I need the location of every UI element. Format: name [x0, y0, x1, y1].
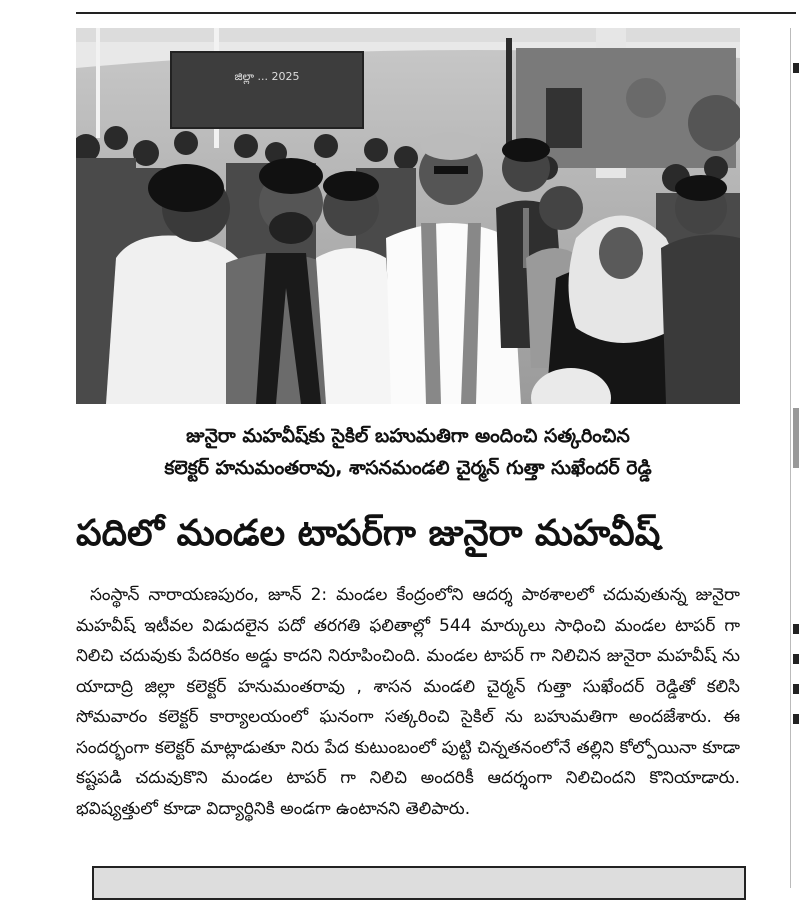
banner — [171, 52, 363, 128]
edge-mark — [793, 654, 799, 664]
article-body — [76, 580, 740, 824]
caption-line-1: జునైరా మహవీష్‌కు సైకిల్ బహుమతిగా అందించి సత్కరించిన — [186, 425, 630, 447]
edge-mark — [793, 624, 799, 634]
photo-illustration — [76, 28, 740, 404]
top-rule — [76, 12, 796, 14]
edge-mark — [793, 714, 799, 724]
article-paragraph: సంస్థాన్ నారాయణపురం, జూన్ 2: మండల కేంద్రంలోని ఆదర్శ పాఠశాలలో చదువుతున్న జునైరా మహవీష్ ఇటీవల విడుదలైన పదో తరగతి ఫలితాల్లో 544 మార్కులు సాధించి మండల టాపర్ గా నిలిచి చదువుకు పేదరికం అడ్డు కాదని నిరూపించింది. మండల టాపర్ గా నిలిచిన జునైరా మహవీష్ ను యాదాద్రి జిల్లా కలెక్టర్ హనుమంతరావు , శాసన మండలి చైర్మన్ గుత్తా సుఖేందర్ రెడ్డితో కలిసి సోమవారం కలెక్టర్ కార్యాలయంలో ఘనంగా సత్కరించి సైకిల్ ను బహుమతిగా అందజేశారు. ఈ సందర్భంగా కలెక్టర్ మాట్లాడుతూ నిరు పేద కుటుంబంలో పుట్టి చిన్నతనంలోనే తల్లిని కోల్పోయినా కూడా కష్టపడి చదువుకొని మండల టాపర్ గా నిలిచి అందరికీ ఆదర్శంగా నిలిచిందని కొనియాడారు. భవిష్యత్తులో కూడా విద్యార్థినికి అండగా ఉంటానని తెలిపారు. — [76, 585, 740, 819]
next-article-box — [92, 866, 746, 900]
headline: పదిలో మండల టాపర్‌గా జునైరా మహవీష్ — [76, 513, 661, 554]
news-photo — [76, 28, 740, 404]
caption-line-2: కలెక్టర్ హనుమంతరావు, శాసనమండలి చైర్మన్ గుత్తా సుఖేందర్ రెడ్డి — [164, 457, 652, 479]
photo-caption — [76, 420, 740, 484]
adjacent-column-edge — [790, 28, 800, 888]
edge-mark — [793, 63, 799, 73]
banner-text: జిల్లా ... 2025 — [234, 70, 300, 83]
edge-mark — [793, 684, 799, 694]
edge-mark — [793, 408, 799, 468]
